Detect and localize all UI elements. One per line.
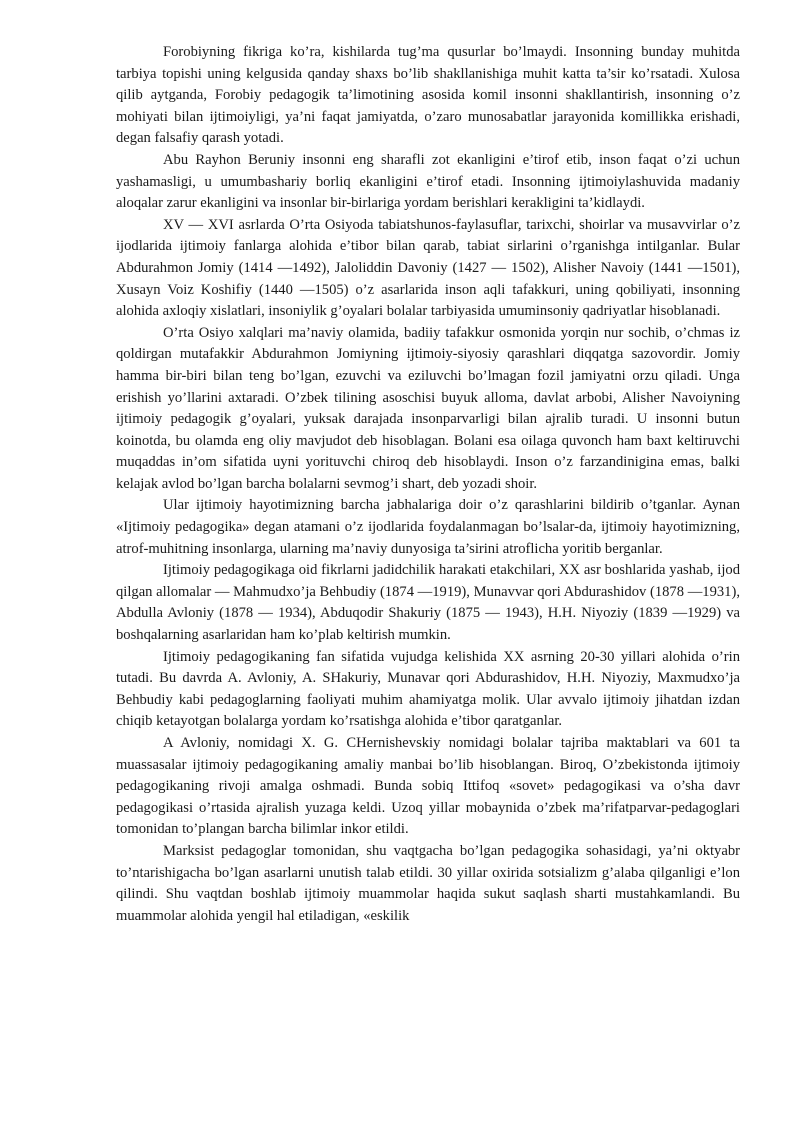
document-page xyxy=(116,42,740,927)
paragraph-beruniy: Abu Rayhon Beruniy insonni eng sharafli zot ekanligini e’tirof etib, inson faqat o’zi uchun yashamasligi, u umumbashariy borliq ekanligini e’tirof etadi. Insonning ijtimoiylashuvida madaniy aloqalar zarur ekanligini va insonlar bir-birlariga yordam berishlari kerakligini ta’kidlaydi. xyxy=(116,151,740,212)
paragraph-marxist-pedagogues: Marksist pedagoglar tomonidan, shu vaqtgacha bo’lgan pedagogika sohasidagi, ya’ni oktyabr to’ntarishigacha bo’lgan asarlarni unutish talab etildi. 30 yillar oxirida sotsializm g’alaba qilganligi e’lon qilindi. Shu vaqtdan boshlab ijtimoiy muammolar haqida sukut saqlash sharti mustahkamlandi. Bu muammolar alohida yengil hal etiladigan, «eskilik xyxy=(116,842,740,924)
paragraph-social-life-views: Ular ijtimoiy hayotimizning barcha jabhalariga doir o’z qarashlarini bildirib o’tganlar. Aynan «Ijtimoiy pedagogika» degan atamani o’z ijodlarida foydalanmagan bo’lsalar-da, ijtimoiy hayotimizning, atrof-muhitning insonlarga, ularning ma’naviy dunyosiga ta’sirini atroflicha yoritib berganlar. xyxy=(116,497,740,557)
paragraph-jadid-leaders: Ijtimoiy pedagogikaga oid fikrlarni jadidchilik harakati etakchilari, XX asr boshlarida yashab, ijod qilgan allomalar — Mahmudxo’ja Behbudiy (1874 —1919), Munavvar qori Abdurashidov (1878 —1931), Abdulla Avloniy (1878 — 1934), Abduqodir Shakuriy (1875 — 1943), H.H. Niyoziy (1839 —1929) va boshqalarning asarlaridan ham ko’plab keltirish mumkin. xyxy=(116,562,740,644)
paragraph-avloniy-schools: A Avloniy, nomidagi X. G. CHernishevskiy nomidagi bolalar tajriba maktablari va 601 ta muassasalar ijtimoiy pedagogikaning amaliy manbai bo’lib hisoblangan. Biroq, O’zbekistonda ijtimoiy pedagogikaning rivoji amalga oshmadi. Bunda sobiq Ittifoq «sovet» pedagogikasi va o’sha davr pedagogikasi o’rtasida ajralish yuzaga keldi. Uzoq yillar mobaynida o’zbek ma’rifatparvar-pedagoglari tomonidan to’plangan barcha bilimlar inkor etildi. xyxy=(116,735,740,838)
paragraph-20-30-years: Ijtimoiy pedagogikaning fan sifatida vujudga kelishida XX asrning 20-30 yillari alohida o’rin tutadi. Bu davrda A. Avloniy, A. SHakuriy, Munavar qori Abdurashidov, H.H. Niyoziy, Maxmudxo’ja Behbudiy kabi pedagoglarning faoliyati muhim ahamiyatga molik. Ular avvalo ijtimoiy jihatdan izdan chiqib ketayotgan bolalarga yordam ko’rsatishga alohida e’tibor qaratganlar. xyxy=(116,648,740,730)
paragraph-farobi: Forobiyning fikriga ko’ra, kishilarda tug’ma qusurlar bo’lmaydi. Insonning bunday muhitda tarbiya topishi uning kelgusida qanday shaxs bo’lib shakllanishiga muhit katta ta’sir ko’rsatadi. Xulosa qilib aytganda, Forobiy pedagogik ta’limotining asosida komil insonni shakllantirish, insonning o’z mohiyati bilan ijtimoiyligi, ya’ni faqat jamiyatda, o’zaro munosabatlar jarayonida komillikka erishadi, degan falsafiy qarash yotadi. xyxy=(116,44,740,147)
paragraph-central-asia-jomiy-navoiy: O’rta Osiyo xalqlari ma’naviy olamida, badiiy tafakkur osmonida yorqin nur sochib, o’chmas iz qoldirgan mutafakkir Abdurahmon Jomiyning ijtimoiy-siyosiy qarashlari diqqatga sazovordir. Jomiy hamma bir-biri bilan teng bo’lgan, ezuvchi va eziluvchi bo’lmagan fozil jamiyatni orzu qiladi. Unga erishish yo’llarini axtaradi. O’zbek tilining asoschisi buyuk alloma, davlat arbobi, Alisher Navoiyning ijtimoiy pedagogik g’oyalari, yuksak darajada insonparvarligi bilan ajralib turadi. U insonni butun koinotda, bu olamda eng oliy mavjudot deb hisoblagan. Bolani esa oilaga quvonch ham baxt keltiruvchi muqaddas in’om sifatida uyni yorituvchi chiroq deb hisoblaydi. Inson o’z farzandinigina emas, balki kelajak avlod bo’lgan barcha bolalarni sevmog’i shart, deb yozadi shoir. xyxy=(116,324,740,492)
paragraph-xv-xvi-centuries: XV — XVI asrlarda O’rta Osiyoda tabiatshunos-faylasuflar, tarixchi, shoirlar va musavvirlar o’z ijodlarida ijtimoiy fanlarga alohida e’tibor bilan qarab, tabiat sirlarini o’rganishga intilganlar. Bular Abdurahmon Jomiy (1414 —1492), Jaloliddin Davoniy (1427 — 1502), Alisher Navoiy (1441 —1501), Xusayn Voiz Koshifiy (1440 —1505) o’z asarlarida inson aqli tafakkuri, uning qobiliyati, insonning alohida axloqiy xislatlari, insoniylik g’oyalari bolalar tarbiyasida umuminsoniy qadriyatlar hisoblanadi. xyxy=(116,216,740,320)
